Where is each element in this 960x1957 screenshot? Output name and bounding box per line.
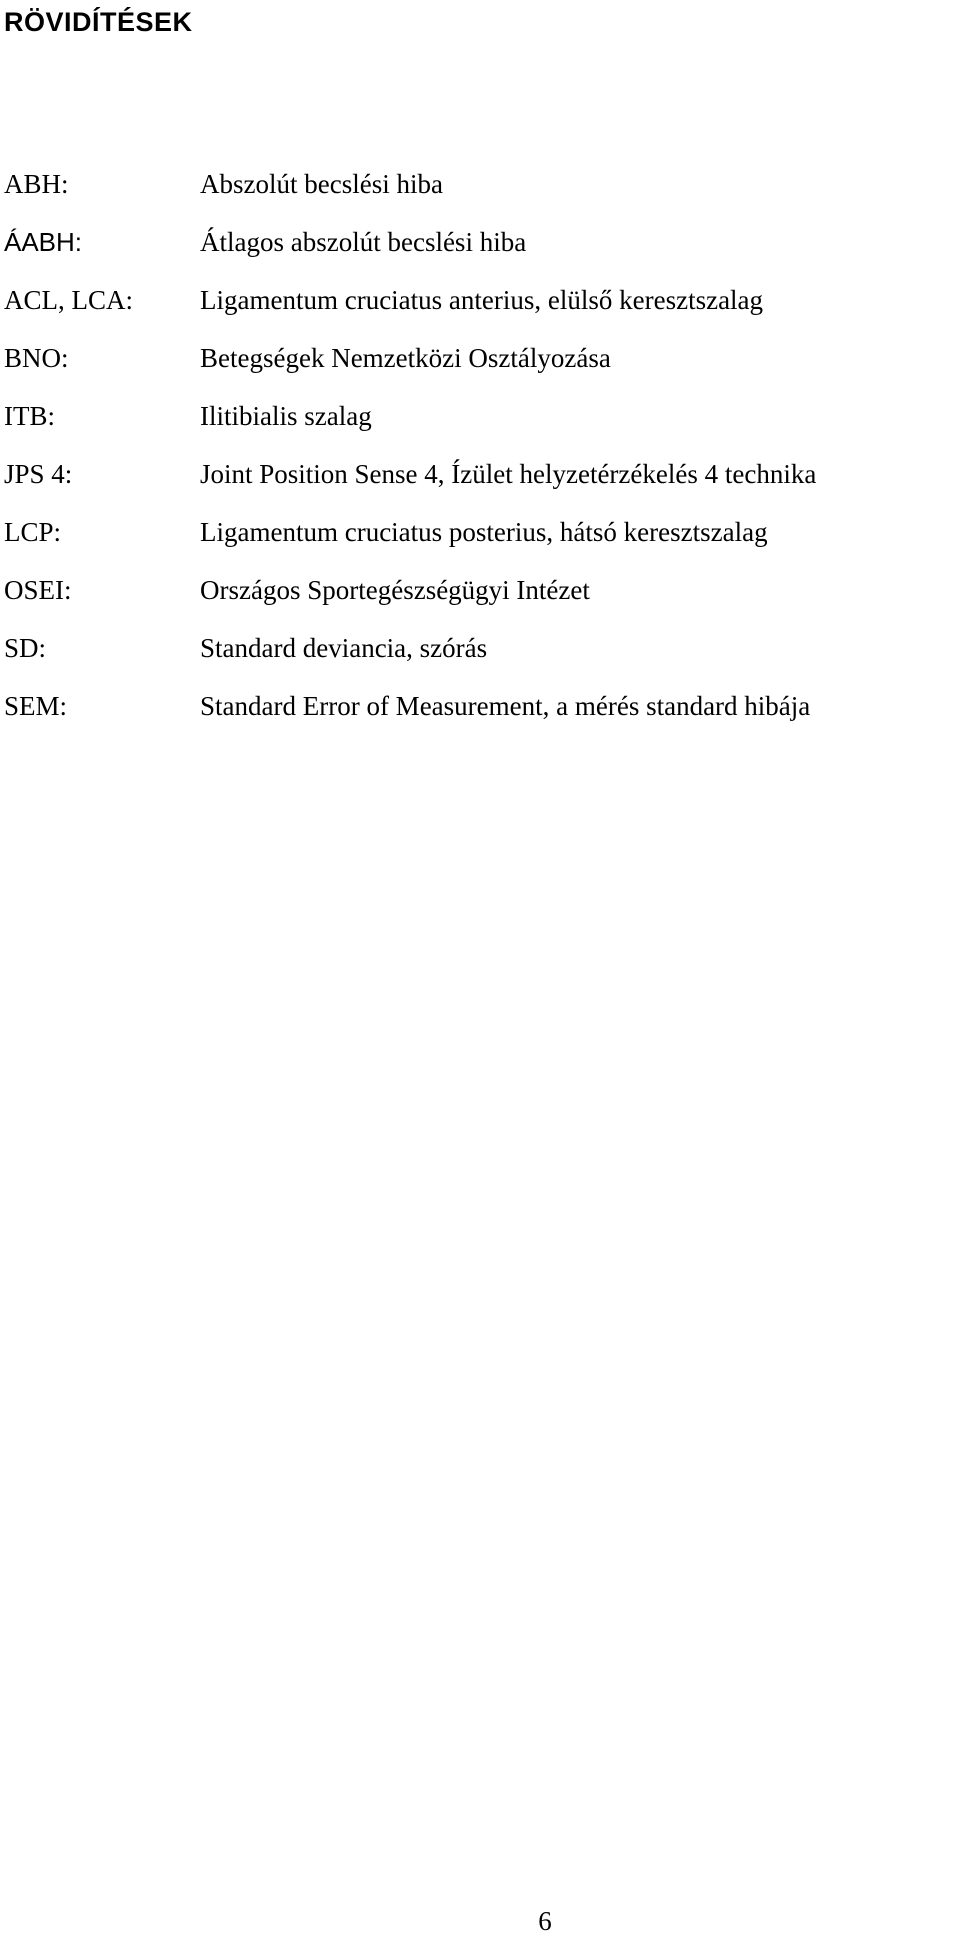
abbreviation-term: ABH: — [4, 168, 69, 199]
abbreviation-definition: Ligamentum cruciatus posterius, hátsó keresztszalag — [200, 516, 768, 547]
abbreviation-row — [4, 619, 956, 677]
abbreviation-list — [4, 155, 956, 735]
abbreviation-row — [4, 387, 956, 445]
abbreviation-term: JPS 4: — [4, 458, 73, 489]
abbreviation-term: LCP: — [4, 516, 62, 547]
abbreviation-definition: Ligamentum cruciatus anterius, elülső keresztszalag — [200, 284, 764, 315]
abbreviation-row — [4, 503, 956, 561]
abbreviation-definition: Joint Position Sense 4, Ízület helyzetérzékelés 4 technika — [200, 458, 817, 489]
abbreviation-row — [4, 561, 956, 619]
abbreviation-definition: Standard Error of Measurement, a mérés standard hibája — [200, 690, 811, 721]
abbreviation-definition: Ilitibialis szalag — [200, 400, 372, 431]
abbreviation-definition: Standard deviancia, szórás — [200, 632, 488, 663]
abbreviation-definition: Átlagos abszolút becslési hiba — [200, 226, 527, 257]
abbreviation-row — [4, 329, 956, 387]
abbreviation-row — [4, 677, 956, 735]
abbreviation-term: OSEI: — [4, 574, 72, 605]
abbreviation-row — [4, 213, 956, 271]
abbreviation-term: SEM: — [4, 690, 68, 721]
abbreviation-term: BNO: — [4, 342, 69, 373]
abbreviation-definition: Országos Sportegészségügyi Intézet — [200, 574, 590, 605]
abbreviation-definition: Betegségek Nemzetközi Osztályozása — [200, 342, 611, 373]
page-title: RÖVIDÍTÉSEK — [4, 7, 193, 37]
abbreviation-term: ÁABH: — [4, 226, 83, 257]
page-number: 6 — [538, 1906, 552, 1936]
abbreviation-term: ITB: — [4, 400, 55, 431]
abbreviation-row — [4, 445, 956, 503]
abbreviation-definition: Abszolút becslési hiba — [200, 168, 443, 199]
abbreviation-row — [4, 271, 956, 329]
abbreviation-row — [4, 155, 956, 213]
abbreviation-term: ACL, LCA: — [4, 284, 134, 315]
abbreviation-term: SD: — [4, 632, 47, 663]
